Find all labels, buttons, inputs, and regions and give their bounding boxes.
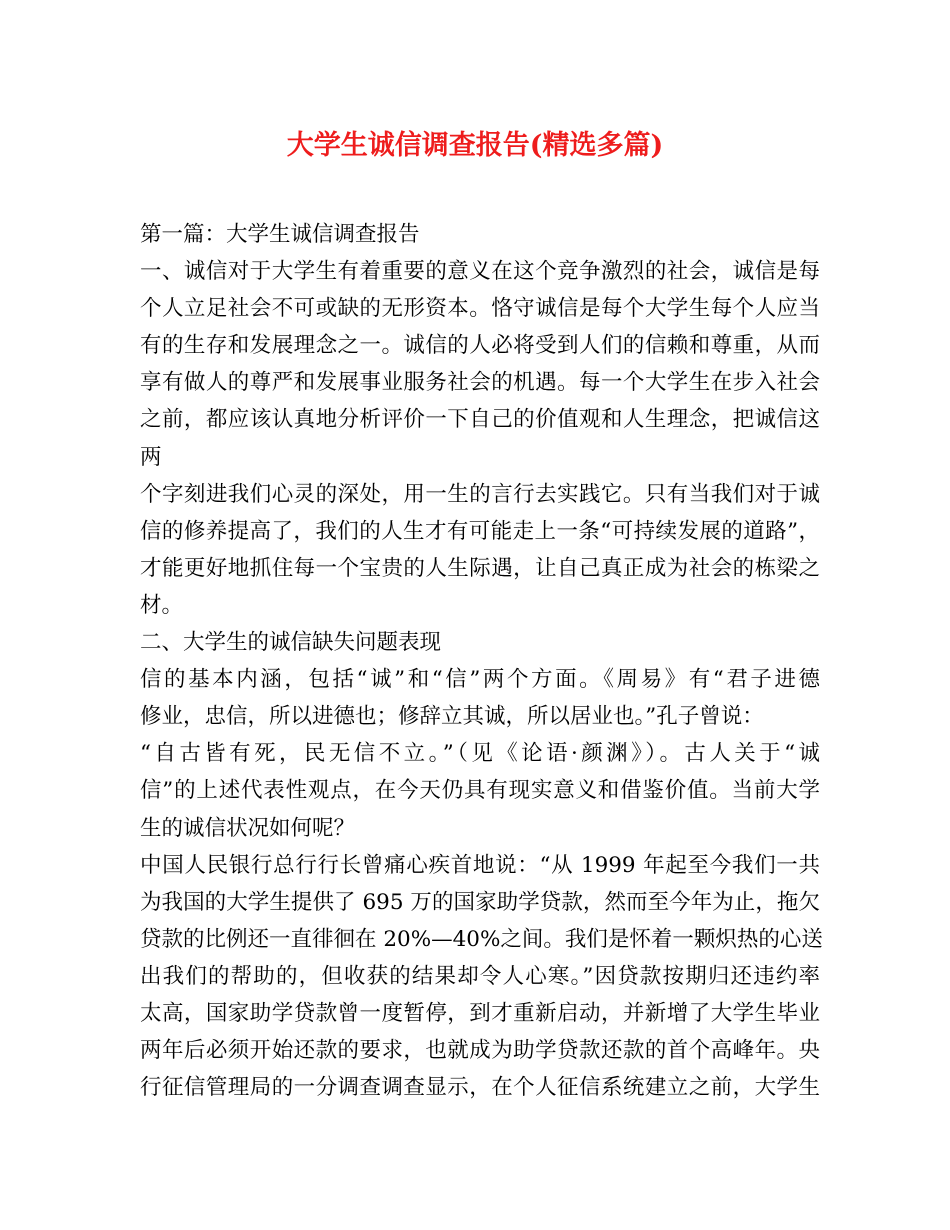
text-line: “自古皆有死，民无信不立。”（见《论语·颜渊》）。古人关于“诚: [140, 741, 820, 767]
text-line: 信”的上述代表性观点，在今天仍具有现实意义和借鉴价值。当前大学: [140, 778, 820, 804]
text-line: 第一篇：大学生诚信调查报告: [140, 222, 420, 247]
text-line: 享有做人的尊严和发展事业服务社会的机遇。每一个大学生在步入社会: [140, 370, 820, 396]
text-line: 信的基本内涵，包括“诚”和“信”两个方面。《周易》有“君子进德: [140, 667, 820, 693]
text-line: 中国人民银行总行行长曾痛心疾首地说：“从 1999 年起至今我们一共: [140, 852, 820, 878]
text-line: 之前，都应该认真地分析评价一下自己的价值观和人生理念，把诚信这: [140, 407, 820, 433]
text-line: 两年后必须开始还款的要求，也就成为助学贷款还款的首个高峰年。央: [140, 1038, 820, 1064]
text-line: 生的诚信状况如何呢？: [140, 815, 356, 841]
text-line: 才能更好地抓住每一个宝贵的人生际遇，让自己真正成为社会的栋梁之: [140, 555, 820, 581]
text-line: 出我们的帮助的，但收获的结果却令人心寒。”因贷款按期归还违约率: [140, 963, 820, 989]
text-line: 修业，忠信，所以进德也；修辞立其诚，所以居业也。”孔子曾说：: [140, 704, 764, 730]
text-line: 个人立足社会不可或缺的无形资本。恪守诚信是每个大学生每个人应当: [140, 296, 820, 322]
text-line: 有的生存和发展理念之一。诚信的人必将受到人们的信赖和尊重，从而: [140, 333, 820, 359]
text-line: 为我国的大学生提供了 695 万的国家助学贷款，然而至今年为止，拖欠: [140, 889, 820, 915]
document-title: 大学生诚信调查报告(精选多篇): [286, 130, 664, 161]
text-line: 两: [140, 444, 162, 470]
text-line: 个字刻进我们心灵的深处，用一生的言行去实践它。只有当我们对于诚: [140, 481, 820, 507]
text-line: 太高，国家助学贷款曾一度暂停，到才重新启动，并新增了大学生毕业: [140, 1000, 820, 1026]
text-line: 行征信管理局的一分调查调查显示，在个人征信系统建立之前，大学生: [140, 1075, 820, 1101]
text-line: 材。: [140, 592, 184, 618]
text-line: 信的修养提高了，我们的人生才有可能走上一条“可持续发展的道路”，: [140, 518, 820, 544]
text-line: 贷款的比例还一直徘徊在 20%—40%之间。我们是怀着一颗炽热的心送: [140, 926, 823, 952]
text-line: 二、大学生的诚信缺失问题表现: [140, 630, 442, 656]
document-body: [140, 216, 823, 1106]
text-line: 一、诚信对于大学生有着重要的意义在这个竞争激烈的社会，诚信是每: [140, 259, 820, 285]
